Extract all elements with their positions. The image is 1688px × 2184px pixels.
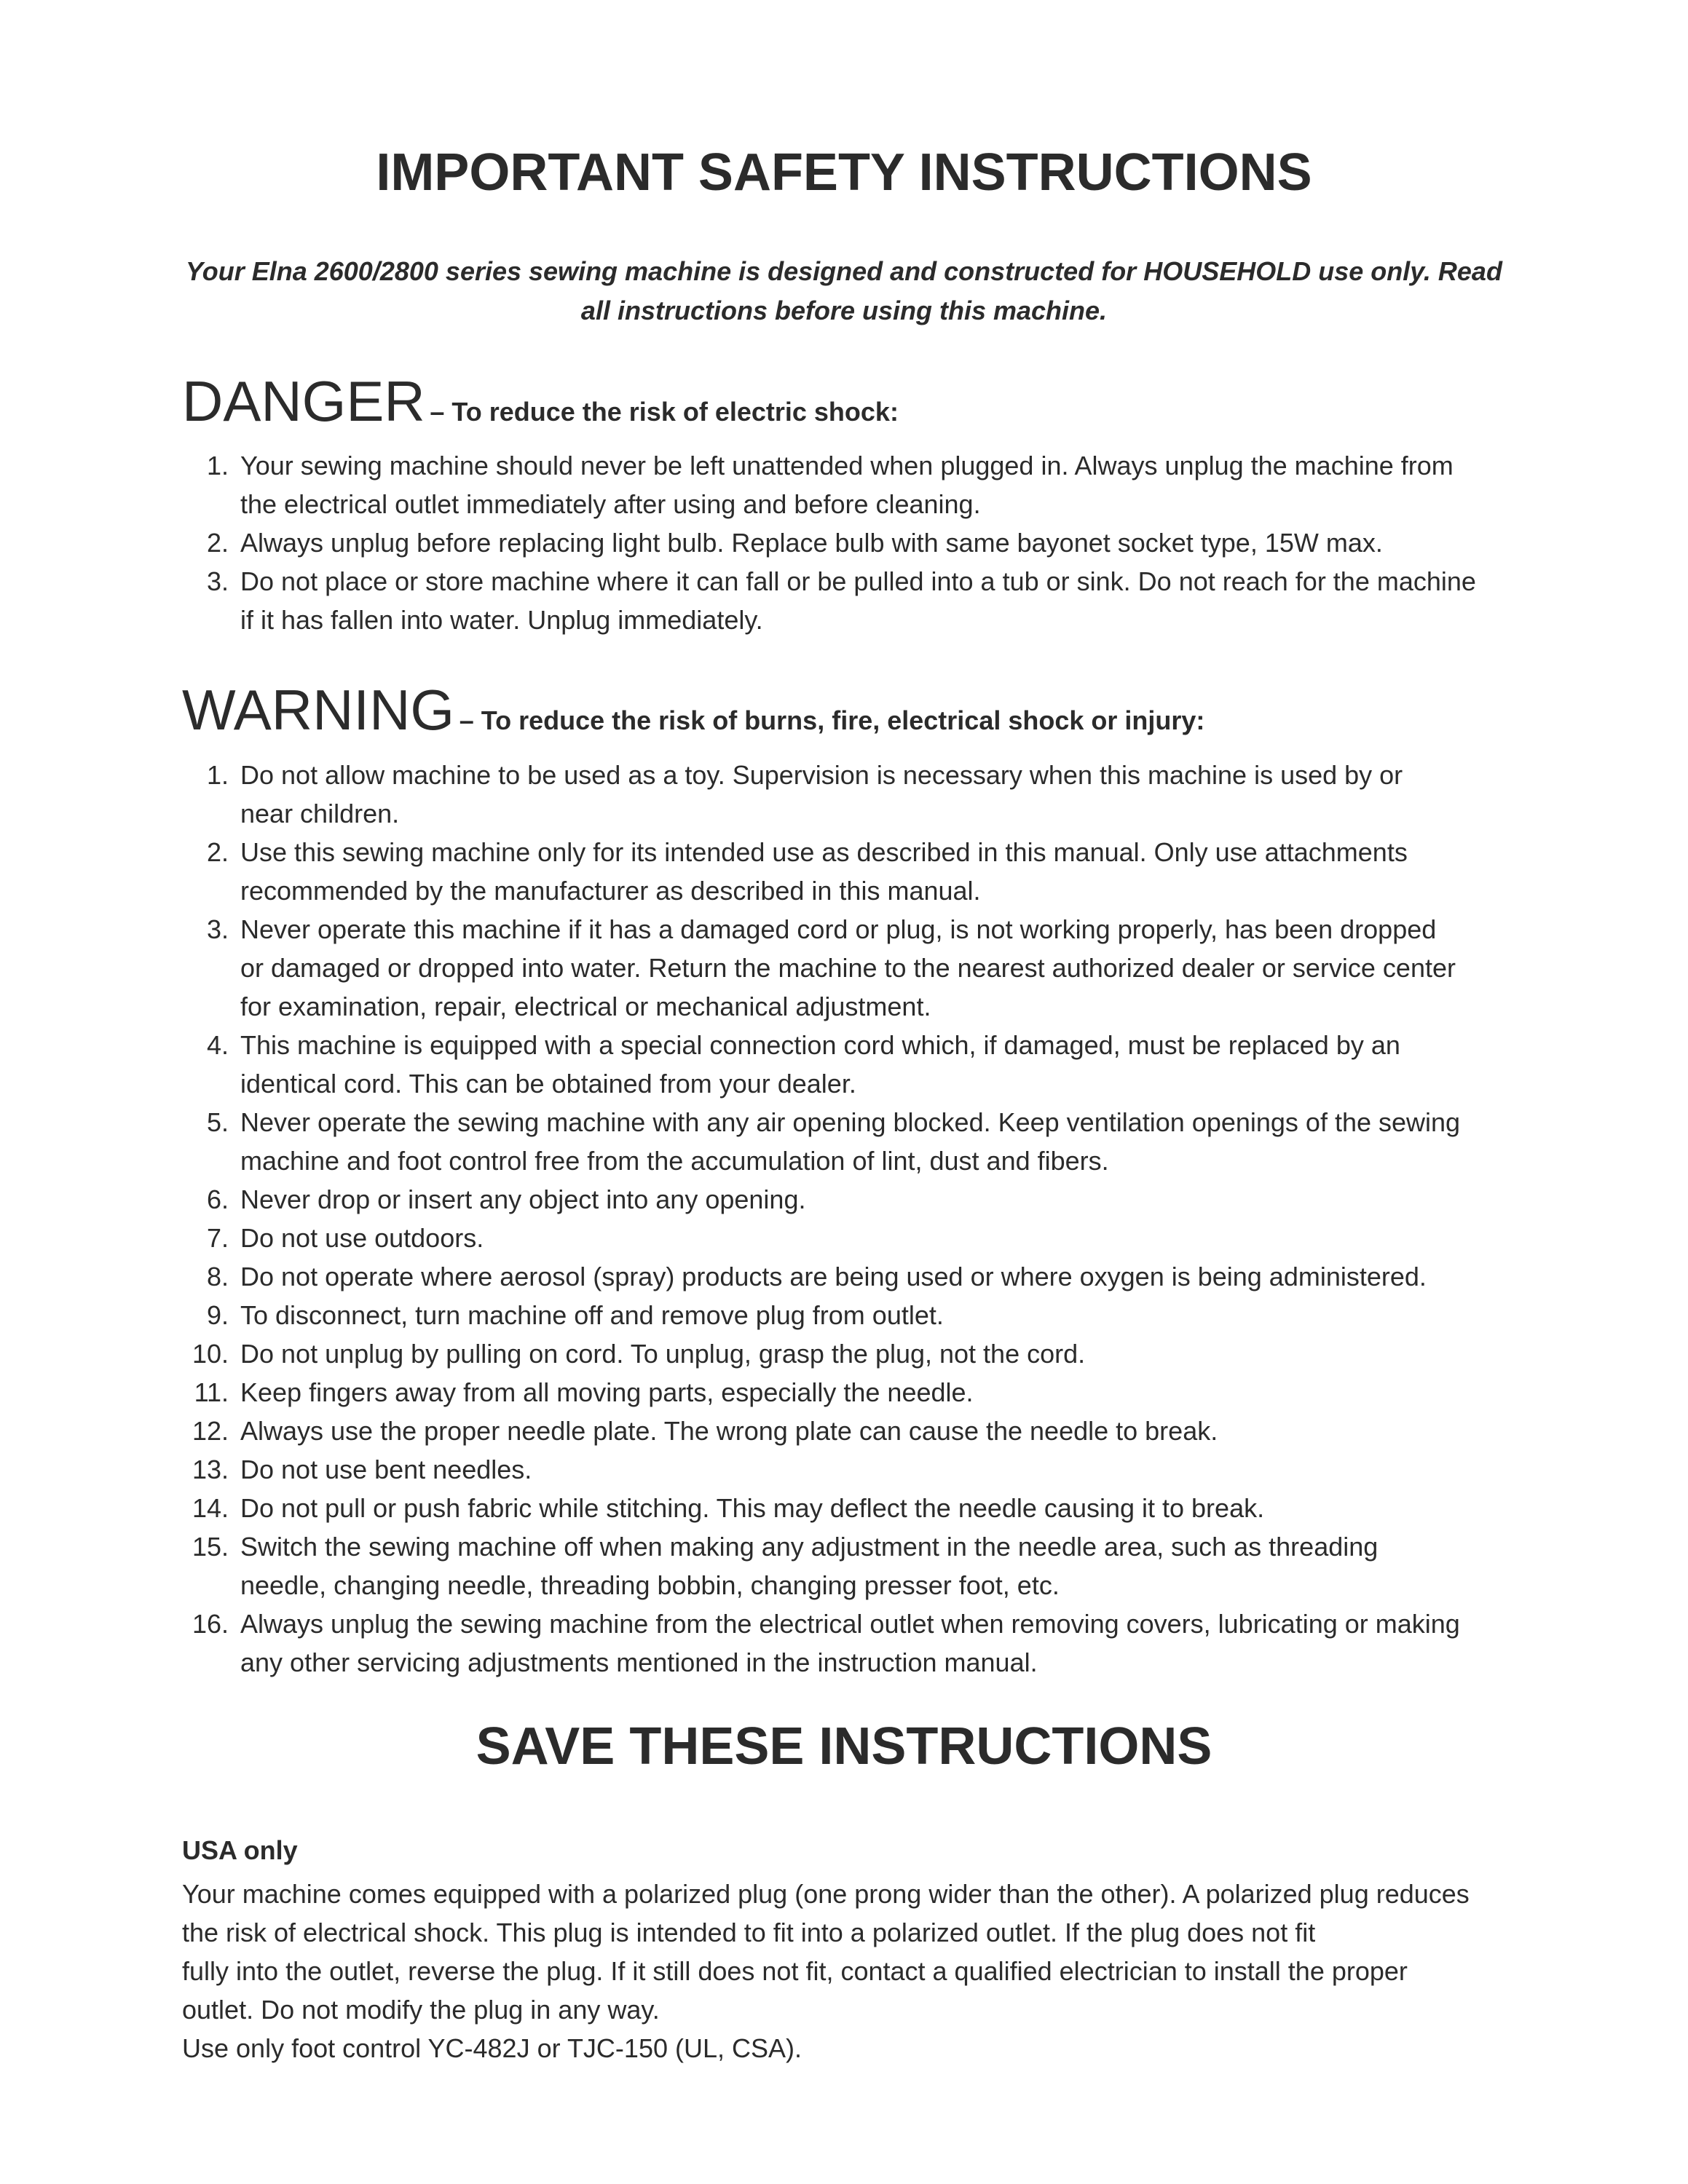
list-item-text-line: if it has fallen into water. Unplug immediately. <box>240 605 763 635</box>
list-item-number: 8. <box>206 1262 229 1291</box>
list-item-number: 7. <box>206 1223 229 1253</box>
warning-item-5 <box>182 1103 1493 1180</box>
list-item-number: 5. <box>206 1107 229 1137</box>
warning-item-11 <box>182 1373 1493 1412</box>
list-item-text-line: recommended by the manufacturer as described in this manual. <box>240 876 981 906</box>
save-instructions-title: SAVE THESE INSTRUCTIONS <box>476 1717 1212 1776</box>
warning-item-14 <box>182 1489 1493 1527</box>
list-item-text-line: Do not use bent needles. <box>240 1455 532 1484</box>
danger-item-2 <box>182 523 1493 562</box>
warning-item-1 <box>182 756 1493 833</box>
page-title: IMPORTANT SAFETY INSTRUCTIONS <box>376 143 1312 202</box>
list-item-text-line: Never operate this machine if it has a damaged cord or plug, is not working properly, has been dropped <box>240 914 1437 944</box>
warning-item-6 <box>182 1180 1493 1219</box>
list-item-text-line: near children. <box>240 799 400 828</box>
list-item-text-line: Never operate the sewing machine with any air opening blocked. Keep ventilation openings of the sewing <box>240 1107 1461 1137</box>
list-item-text-line: Do not pull or push fabric while stitching. This may deflect the needle causing it to break. <box>240 1493 1265 1523</box>
list-item-text-line: for examination, repair, electrical or mechanical adjustment. <box>240 992 931 1021</box>
warning-item-13 <box>182 1450 1493 1489</box>
intro-line-2: all instructions before using this machine. <box>580 296 1108 325</box>
list-item-number: 9. <box>206 1300 229 1330</box>
warning-item-16 <box>182 1605 1493 1682</box>
list-item-text-line: Do not allow machine to be used as a toy. Supervision is necessary when this machine is used by or <box>240 760 1403 790</box>
list-item-number: 15. <box>192 1532 229 1562</box>
warning-item-12 <box>182 1412 1493 1450</box>
warning-item-10 <box>182 1334 1493 1373</box>
list-item-number: 1. <box>206 451 229 480</box>
warning-item-4 <box>182 1026 1493 1103</box>
danger-item-3 <box>182 562 1493 639</box>
list-item-text-line: Always unplug before replacing light bulb. Replace bulb with same bayonet socket type, 15W max. <box>240 528 1383 558</box>
list-item-text-line: Switch the sewing machine off when making any adjustment in the needle area, such as threading <box>240 1532 1379 1562</box>
list-item-text-line: Always use the proper needle plate. The wrong plate can cause the needle to break. <box>240 1416 1218 1446</box>
list-item-number: 1. <box>206 760 229 790</box>
list-item-text-line: Your sewing machine should never be left unattended when plugged in. Always unplug the machine from <box>240 451 1454 480</box>
list-item-text-line: Never drop or insert any object into any opening. <box>240 1184 806 1214</box>
list-item-text-line: Keep fingers away from all moving parts, especially the needle. <box>240 1377 974 1407</box>
warning-item-9 <box>182 1296 1493 1334</box>
usa-text-line: fully into the outlet, reverse the plug. If it still does not fit, contact a qualified electrician to install the proper <box>182 1956 1408 1986</box>
list-item-number: 3. <box>206 914 229 944</box>
list-item-number: 4. <box>206 1030 229 1060</box>
list-item-text-line: Do not unplug by pulling on cord. To unplug, grasp the plug, not the cord. <box>240 1339 1086 1369</box>
list-item-text-line: Do not operate where aerosol (spray) products are being used or where oxygen is being administered. <box>240 1262 1427 1291</box>
list-item-number: 2. <box>206 837 229 867</box>
danger-word: DANGER <box>182 369 425 433</box>
warning-item-3 <box>182 910 1493 1026</box>
usa-only-heading: USA only <box>182 1835 298 1865</box>
list-item-text-line: needle, changing needle, threading bobbin, changing presser foot, etc. <box>240 1570 1060 1600</box>
list-item-number: 14. <box>192 1493 229 1523</box>
list-item-text-line: Do not use outdoors. <box>240 1223 484 1253</box>
danger-heading <box>182 368 899 435</box>
warning-list <box>182 756 1493 1682</box>
list-item-number: 10. <box>192 1339 229 1369</box>
list-item-text-line: or damaged or dropped into water. Return the machine to the nearest authorized dealer or service center <box>240 953 1456 983</box>
list-item-number: 2. <box>206 528 229 558</box>
list-item-text-line: any other servicing adjustments mentioned in the instruction manual. <box>240 1647 1038 1677</box>
list-item-number: 11. <box>194 1377 229 1407</box>
warning-word: WARNING <box>182 678 455 742</box>
list-item-number: 3. <box>206 566 229 596</box>
usa-text-line: Use only foot control YC-482J or TJC-150 (UL, CSA). <box>182 2033 802 2063</box>
usa-only-paragraph <box>182 1875 1507 2068</box>
list-item-text-line: identical cord. This can be obtained from your dealer. <box>240 1069 856 1099</box>
list-item-number: 13. <box>192 1455 229 1484</box>
danger-subtitle: – To reduce the risk of electric shock: <box>430 397 899 427</box>
list-item-text-line: Do not place or store machine where it can fall or be pulled into a tub or sink. Do not reach for the machine <box>240 566 1476 596</box>
list-item-text-line: Use this sewing machine only for its intended use as described in this manual. Only use attachments <box>240 837 1408 867</box>
list-item-number: 6. <box>206 1184 229 1214</box>
usa-text-line: the risk of electrical shock. This plug is intended to fit into a polarized outlet. If the plug does not fit <box>182 1918 1316 1947</box>
warning-item-15 <box>182 1527 1493 1605</box>
usa-text-line: Your machine comes equipped with a polarized plug (one prong wider than the other). A polarized plug reduces <box>182 1879 1470 1909</box>
list-item-text-line: the electrical outlet immediately after using and before cleaning. <box>240 489 981 519</box>
danger-item-1 <box>182 446 1493 523</box>
list-item-number: 16. <box>192 1609 229 1639</box>
list-item-text-line: Always unplug the sewing machine from the electrical outlet when removing covers, lubricating or making <box>240 1609 1460 1639</box>
danger-list <box>182 446 1493 639</box>
warning-heading <box>182 677 1204 743</box>
list-item-text-line: This machine is equipped with a special connection cord which, if damaged, must be replaced by an <box>240 1030 1400 1060</box>
intro-line-1: Your Elna 2600/2800 series sewing machine is designed and constructed for HOUSEHOLD use only. Read <box>186 256 1502 286</box>
warning-item-2 <box>182 833 1493 910</box>
warning-item-7 <box>182 1219 1493 1257</box>
warning-item-8 <box>182 1257 1493 1296</box>
list-item-text-line: machine and foot control free from the accumulation of lint, dust and fibers. <box>240 1146 1109 1176</box>
intro-paragraph <box>182 252 1506 331</box>
warning-subtitle: – To reduce the risk of burns, fire, electrical shock or injury: <box>459 705 1205 735</box>
list-item-text-line: To disconnect, turn machine off and remove plug from outlet. <box>240 1300 944 1330</box>
usa-text-line: outlet. Do not modify the plug in any way. <box>182 1995 660 2025</box>
list-item-number: 12. <box>192 1416 229 1446</box>
